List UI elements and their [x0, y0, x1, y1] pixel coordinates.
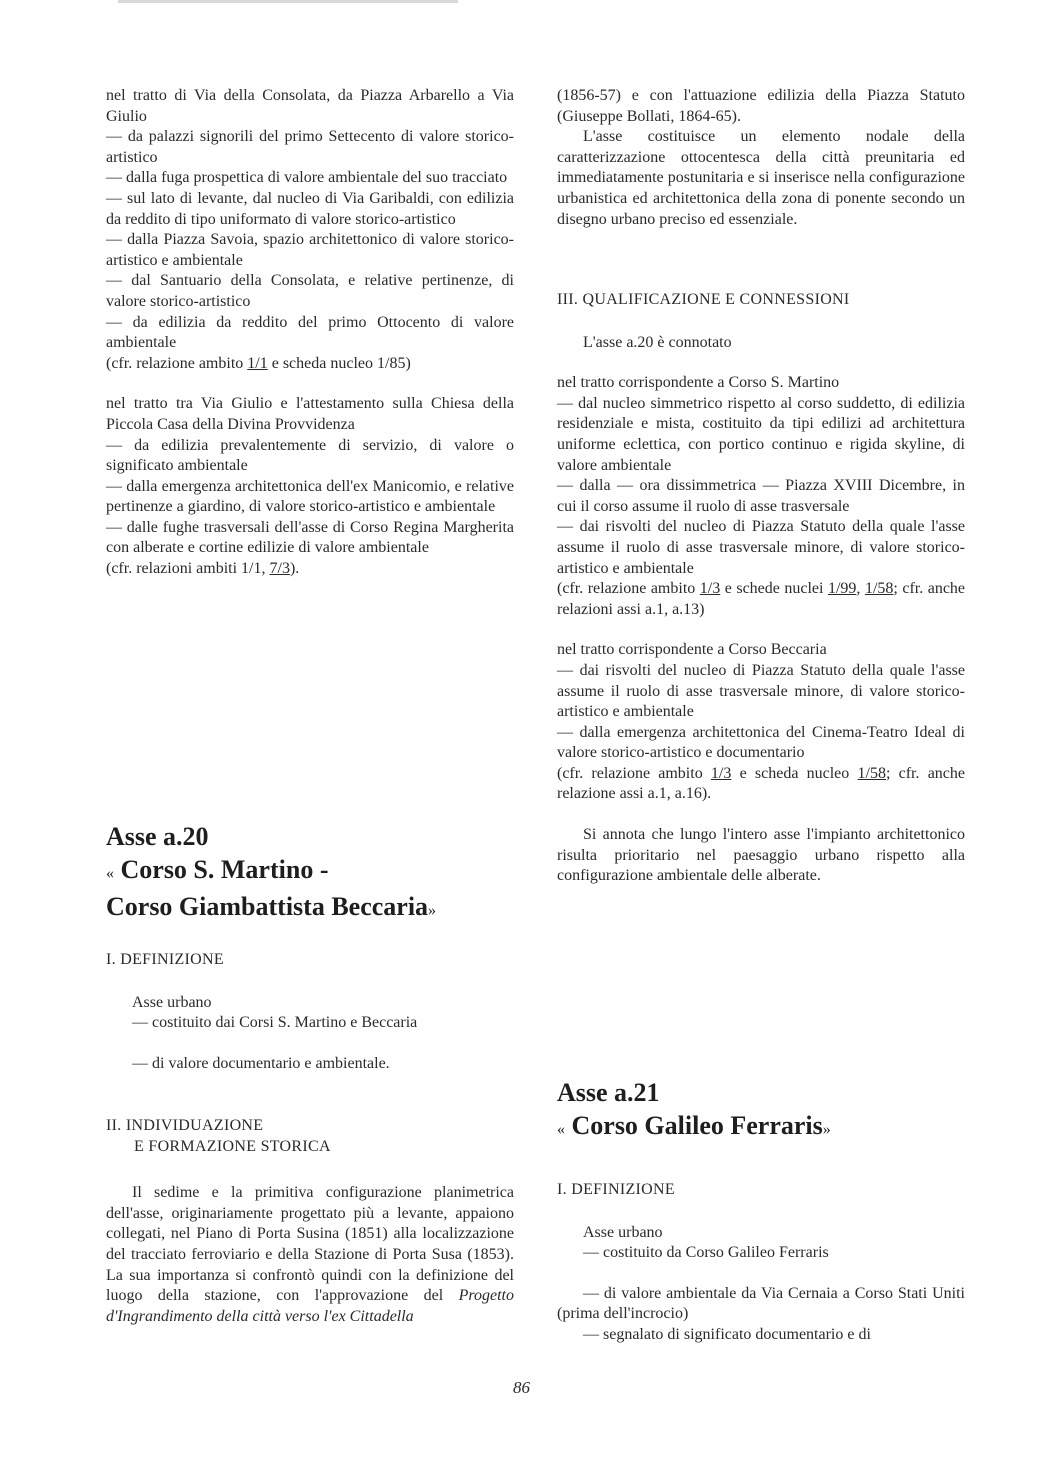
right-cfr-2: (cfr. relazione ambito 1/3 e scheda nucleo 1/58; cfr. anche relazione assi a.1, a.16). [557, 764, 966, 803]
asse-21-definizione-title: I. DEFINIZIONE [557, 1181, 675, 1198]
right-para-7: — dalla emergenza architettonica del Cinema-Teatro Ideal di valore storico-artistico e documentario [557, 723, 965, 762]
left-para-6: — dal Santuario della Consolata, e relative pertinenze, di valore storico-artistico [106, 272, 514, 310]
right-cont-2: L'asse costituisce un elemento nodale della caratterizzazione ottocentesca della città preunitaria ed immediatamente postunitaria e si inserisce nella configurazione urbanistica ed architettonica della zona di ponente secondo un disegno urbano preciso ed essenziale. [557, 128, 965, 228]
asse-21-title: Asse a.21 [557, 1078, 660, 1107]
right-cfr-1: (cfr. relazione ambito 1/3 e schede nuclei 1/99, 1/58; cfr. anche relazioni assi a.1, a.13) [557, 580, 966, 618]
asse-20-title: Asse a.20 [106, 822, 209, 851]
definizione-asse-urbano: Asse urbano [132, 993, 212, 1011]
right-note: Si annota che lungo l'intero asse l'impianto architettonico risulta prioritario nel paesaggio urbano rispetto alla configurazione ambientale delle alberate. [557, 826, 965, 885]
asse-21-valore: — di valore ambientale da Via Cernaia a Corso Stati Uniti (prima dell'incrocio) [557, 1284, 965, 1323]
left-para-11: — dalle fughe trasversali dell'asse di Corso Regina Margherita con alberate e cortine edilizie di valore ambientale [106, 518, 514, 557]
page-number: 86 [513, 1378, 530, 1397]
asse-20-heading [106, 820, 514, 927]
asse-21-segnalato: — segnalato di significato documentario e di [583, 1325, 871, 1343]
right-para-3: — dalla — ora dissimmetrica — Piazza XVIII Dicembre, in cui il corso assume il ruolo di asse trasversale [557, 477, 965, 515]
right-para-4: — dai risvolti del nucleo di Piazza Statuto della quale l'asse assume il ruolo di asse trasversale minore, di valore storico-artistico e ambientale [557, 518, 965, 577]
left-para-7: — da edilizia da reddito del primo Ottocento di valore ambientale [106, 313, 514, 352]
right-para-5: nel tratto corrispondente a Corso Beccaria [557, 641, 827, 659]
left-section-1 [106, 950, 514, 1074]
left-cfr-2: (cfr. relazioni ambiti 1/1, 7/3). [106, 560, 300, 578]
right-cont-1: (1856-57) e con l'attuazione edilizia della Piazza Statuto (Giuseppe Bollati, 1864-65). [557, 87, 965, 125]
qualificazione-intro: L'asse a.20 è connotato [583, 333, 732, 351]
right-section-21 [557, 1180, 965, 1346]
right-section-3 [557, 290, 965, 887]
section-definizione-title: I. DEFINIZIONE [106, 951, 224, 968]
top-rule [118, 0, 458, 3]
left-para-10: — dalla emergenza architettonica dell'ex Manicomio, e relative pertinenze a giardino, di valore storico-artistico e ambientale [106, 477, 514, 516]
asse-20-subtitle-1: « Corso S. Martino - [106, 855, 329, 884]
right-para-1: nel tratto corrispondente a Corso S. Martino [557, 374, 840, 392]
left-para-4: — sul lato di levante, dal nucleo di Via Garibaldi, con edilizia da reddito di tipo uniformato di valore storico-artistico [106, 189, 514, 228]
asse-21-urbano: Asse urbano [583, 1223, 663, 1241]
right-para-2: — dal nucleo simmetrico rispetto al corso suddetto, di edilizia residenziale e mista, costituito da tipi edilizi ad architettura uniforme eclettica, con portico continuo e rigida skyline, di valore ambientale [557, 394, 965, 474]
asse-20-subtitle-2: Corso Giambattista Beccaria» [106, 892, 437, 921]
left-cfr-1: (cfr. relazione ambito 1/1 e scheda nucleo 1/85) [106, 354, 411, 372]
section-qualificazione-title: III. QUALIFICAZIONE E CONNESSIONI [557, 291, 850, 308]
definizione-valore: — di valore documentario e ambientale. [132, 1054, 390, 1072]
asse-21-heading [557, 1076, 965, 1146]
section-individuazione-title-1: II. INDIVIDUAZIONE [106, 1117, 264, 1134]
left-para-9: — da edilizia prevalentemente di servizio, di valore o significato ambientale [106, 436, 514, 475]
definizione-costituito: — costituito dai Corsi S. Martino e Beccaria [132, 1014, 418, 1032]
left-para-2: — da palazzi signorili del primo Settecento di valore storico-artistico [106, 128, 514, 166]
asse-21-costituito: — costituito da Corso Galileo Ferraris [583, 1244, 829, 1262]
left-para-5: — dalla Piazza Savoia, spazio architettonico di valore storico-artistico e ambientale [106, 231, 514, 269]
asse-21-subtitle: « Corso Galileo Ferraris» [557, 1111, 831, 1140]
right-column [557, 86, 965, 230]
individuazione-text: Il sedime e la primitiva configurazione planimetrica dell'asse, originariamente progettato più a levante, appaiono collegati, nel Piano di Porta Susina (1851) alla localizzazione del tracciato ferroviario e della Stazione di Porta Susa (1853). La sua importanza si confrontò quindi con la definizione del luogo della stazione, con l'approvazione del Progetto d'Ingrandimento della città verso l'ex Cittadella [106, 1184, 514, 1325]
left-column [106, 86, 514, 580]
left-para-3: — dalla fuga prospettica di valore ambientale del suo tracciato [106, 169, 508, 187]
section-individuazione-title-2: E FORMAZIONE STORICA [134, 1137, 331, 1155]
left-section-2 [106, 1116, 514, 1327]
right-para-6: — dai risvolti del nucleo di Piazza Statuto della quale l'asse assume il ruolo di asse trasversale minore, di valore storico-artistico e ambientale [557, 661, 965, 721]
left-para-1: nel tratto di Via della Consolata, da Piazza Arbarello a Via Giulio [106, 87, 514, 125]
left-para-8: nel tratto tra Via Giulio e l'attestamento sulla Chiesa della Piccola Casa della Divina Provvidenza [106, 395, 514, 433]
